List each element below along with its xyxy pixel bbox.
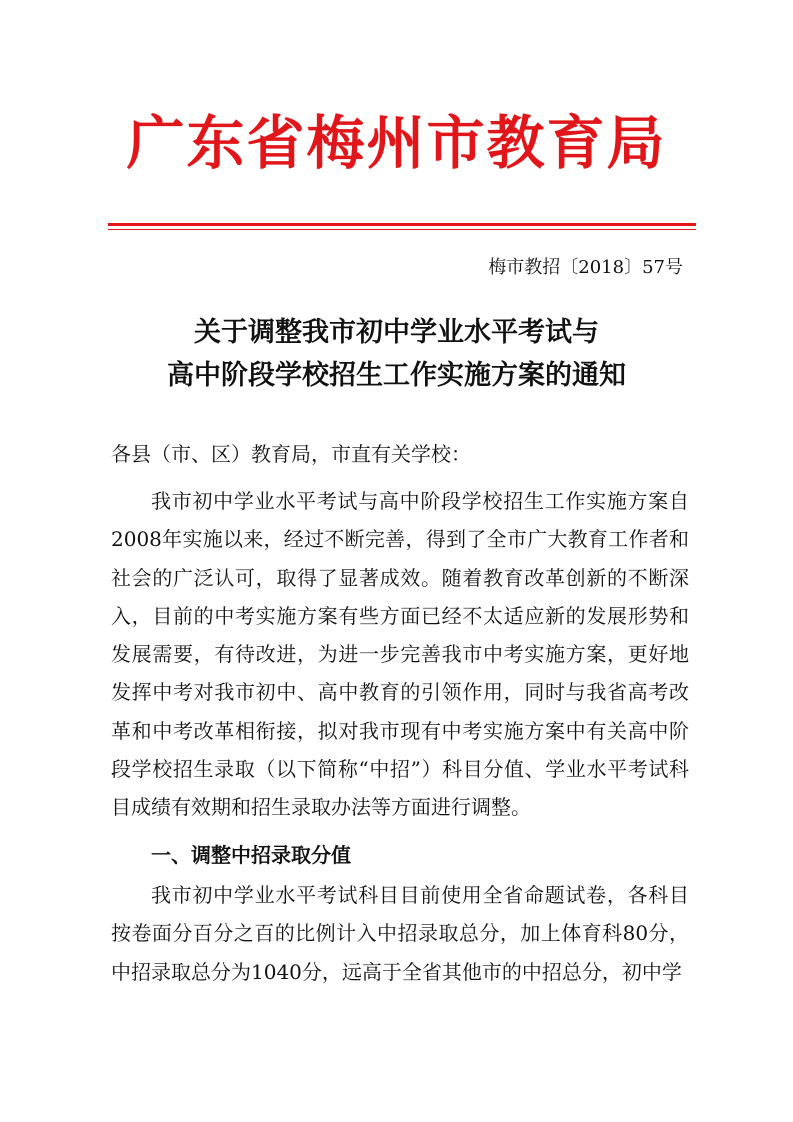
masthead-title: 广东省梅州市教育局: [126, 109, 667, 177]
section-heading-1: 一、调整中招录取分值: [151, 843, 351, 867]
notice-title-line1: 关于调整我市初中学业水平考试与: [194, 317, 599, 348]
notice-title-line2: 高中阶段学校招生工作实施方案的通知: [167, 360, 626, 391]
document-number: 梅市教招〔2018〕57号: [488, 257, 683, 278]
salutation: 各县（市、区）教育局，市直有关学校：: [111, 442, 471, 466]
body-paragraph-2: 我市初中学业水平考试科目目前使用全省命题试卷，各科目按卷面分百分之百的比例计入中招录取总分，加上体育科80分，中招录取总分为1040分，远高于全省其他市的中招总分，初中学: [111, 883, 689, 984]
red-rule-thin: [108, 229, 696, 230]
body-paragraph-1: 我市初中学业水平考试与高中阶段学校招生工作实施方案自2008年实施以来，经过不断完善，得到了全市广大教育工作者和社会的广泛认可，取得了显著成效。随着教育改革创新的不断深入，目前的中考实施方案有些方面已经不太适应新的发展形势和发展需要，有待改进，为进一步完善我市中考实施方案，更好地发挥中考对我市初中、高中教育的引领作用，同时与我省高考改革和中考改革相衔接，拟对我市现有中考实施方案中有关高中阶段学校招生录取（以下简称“中招”）科目分值、学业水平考试科目成绩有效期和招生录取办法等方面进行调整。: [111, 489, 689, 820]
red-rule-thick: [108, 223, 696, 226]
